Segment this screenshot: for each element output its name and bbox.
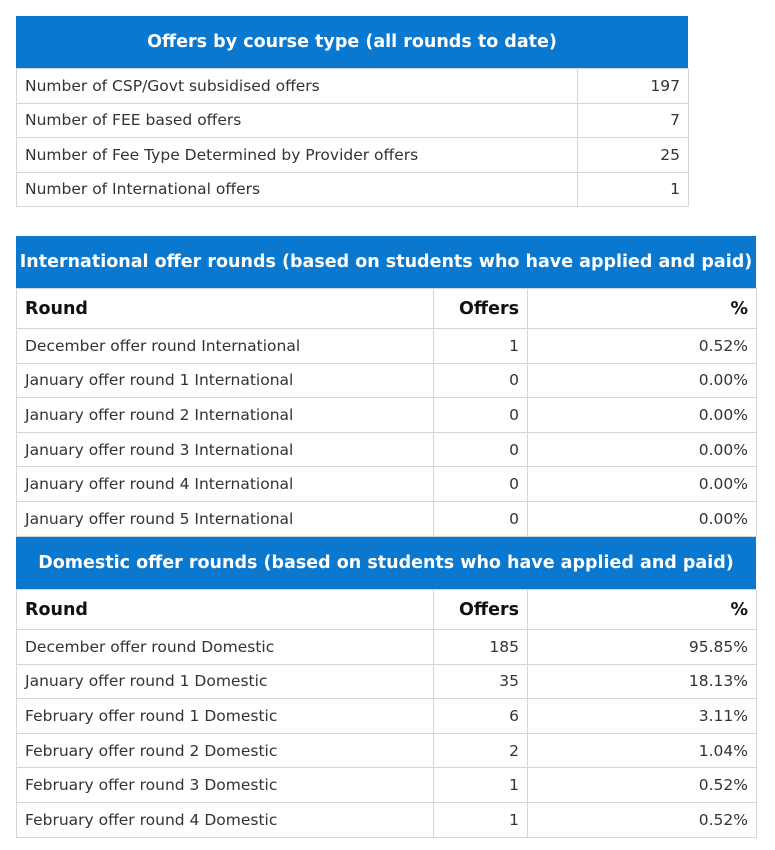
round-percent: 0.00% [528, 467, 757, 502]
table-row [17, 501, 757, 536]
table-row [17, 103, 689, 138]
round-name: February offer round 4 Domestic [17, 802, 434, 837]
round-name: January offer round 5 International [17, 501, 434, 536]
column-header-round: Round [17, 590, 434, 630]
table-row [17, 664, 757, 699]
round-name: December offer round Domestic [17, 630, 434, 665]
row-label: Number of FEE based offers [17, 103, 578, 138]
row-label: Number of Fee Type Determined by Provider offers [17, 138, 578, 173]
round-name: January offer round 3 International [17, 432, 434, 467]
round-offers: 0 [434, 398, 528, 433]
table-row [17, 69, 689, 104]
round-percent: 0.52% [528, 329, 757, 364]
round-offers: 35 [434, 664, 528, 699]
table-row [17, 138, 689, 173]
column-header-round: Round [17, 289, 434, 329]
course-type-title: Offers by course type (all rounds to date) [16, 16, 688, 68]
international-title: International offer rounds (based on students who have applied and paid) [16, 236, 756, 288]
column-header-percent: % [528, 289, 757, 329]
round-percent: 0.00% [528, 432, 757, 467]
round-name: January offer round 1 International [17, 363, 434, 398]
round-offers: 0 [434, 501, 528, 536]
row-value: 7 [578, 103, 689, 138]
column-header-percent: % [528, 590, 757, 630]
round-offers: 185 [434, 630, 528, 665]
row-label: Number of CSP/Govt subsidised offers [17, 69, 578, 104]
row-value: 1 [578, 172, 689, 207]
table-row [17, 802, 757, 837]
table-row [17, 768, 757, 803]
round-offers: 2 [434, 733, 528, 768]
round-name: February offer round 3 Domestic [17, 768, 434, 803]
round-percent: 0.00% [528, 398, 757, 433]
round-offers: 0 [434, 467, 528, 502]
round-offers: 1 [434, 329, 528, 364]
round-name: February offer round 2 Domestic [17, 733, 434, 768]
row-label: Number of International offers [17, 172, 578, 207]
round-name: January offer round 4 International [17, 467, 434, 502]
international-table [16, 288, 757, 537]
round-percent: 0.52% [528, 768, 757, 803]
round-offers: 1 [434, 802, 528, 837]
table-row [17, 467, 757, 502]
column-header-offers: Offers [434, 590, 528, 630]
table-row [17, 699, 757, 734]
column-header-offers: Offers [434, 289, 528, 329]
round-name: January offer round 2 International [17, 398, 434, 433]
round-percent: 0.00% [528, 363, 757, 398]
round-percent: 95.85% [528, 630, 757, 665]
round-offers: 0 [434, 432, 528, 467]
course-type-panel [16, 16, 688, 207]
table-row [17, 398, 757, 433]
table-header-row [17, 590, 757, 630]
row-value: 197 [578, 69, 689, 104]
row-value: 25 [578, 138, 689, 173]
round-percent: 18.13% [528, 664, 757, 699]
round-name: December offer round International [17, 329, 434, 364]
table-row [17, 432, 757, 467]
round-offers: 0 [434, 363, 528, 398]
table-header-row [17, 289, 757, 329]
table-row [17, 733, 757, 768]
round-percent: 0.52% [528, 802, 757, 837]
international-panel [16, 236, 756, 537]
domestic-title: Domestic offer rounds (based on students who have applied and paid) [16, 537, 756, 589]
table-row [17, 329, 757, 364]
table-row [17, 363, 757, 398]
table-row [17, 630, 757, 665]
domestic-table [16, 589, 757, 838]
round-offers: 6 [434, 699, 528, 734]
round-name: February offer round 1 Domestic [17, 699, 434, 734]
course-type-table [16, 68, 689, 207]
round-percent: 3.11% [528, 699, 757, 734]
round-name: January offer round 1 Domestic [17, 664, 434, 699]
round-offers: 1 [434, 768, 528, 803]
table-row [17, 172, 689, 207]
round-percent: 1.04% [528, 733, 757, 768]
domestic-panel [16, 537, 756, 838]
round-percent: 0.00% [528, 501, 757, 536]
